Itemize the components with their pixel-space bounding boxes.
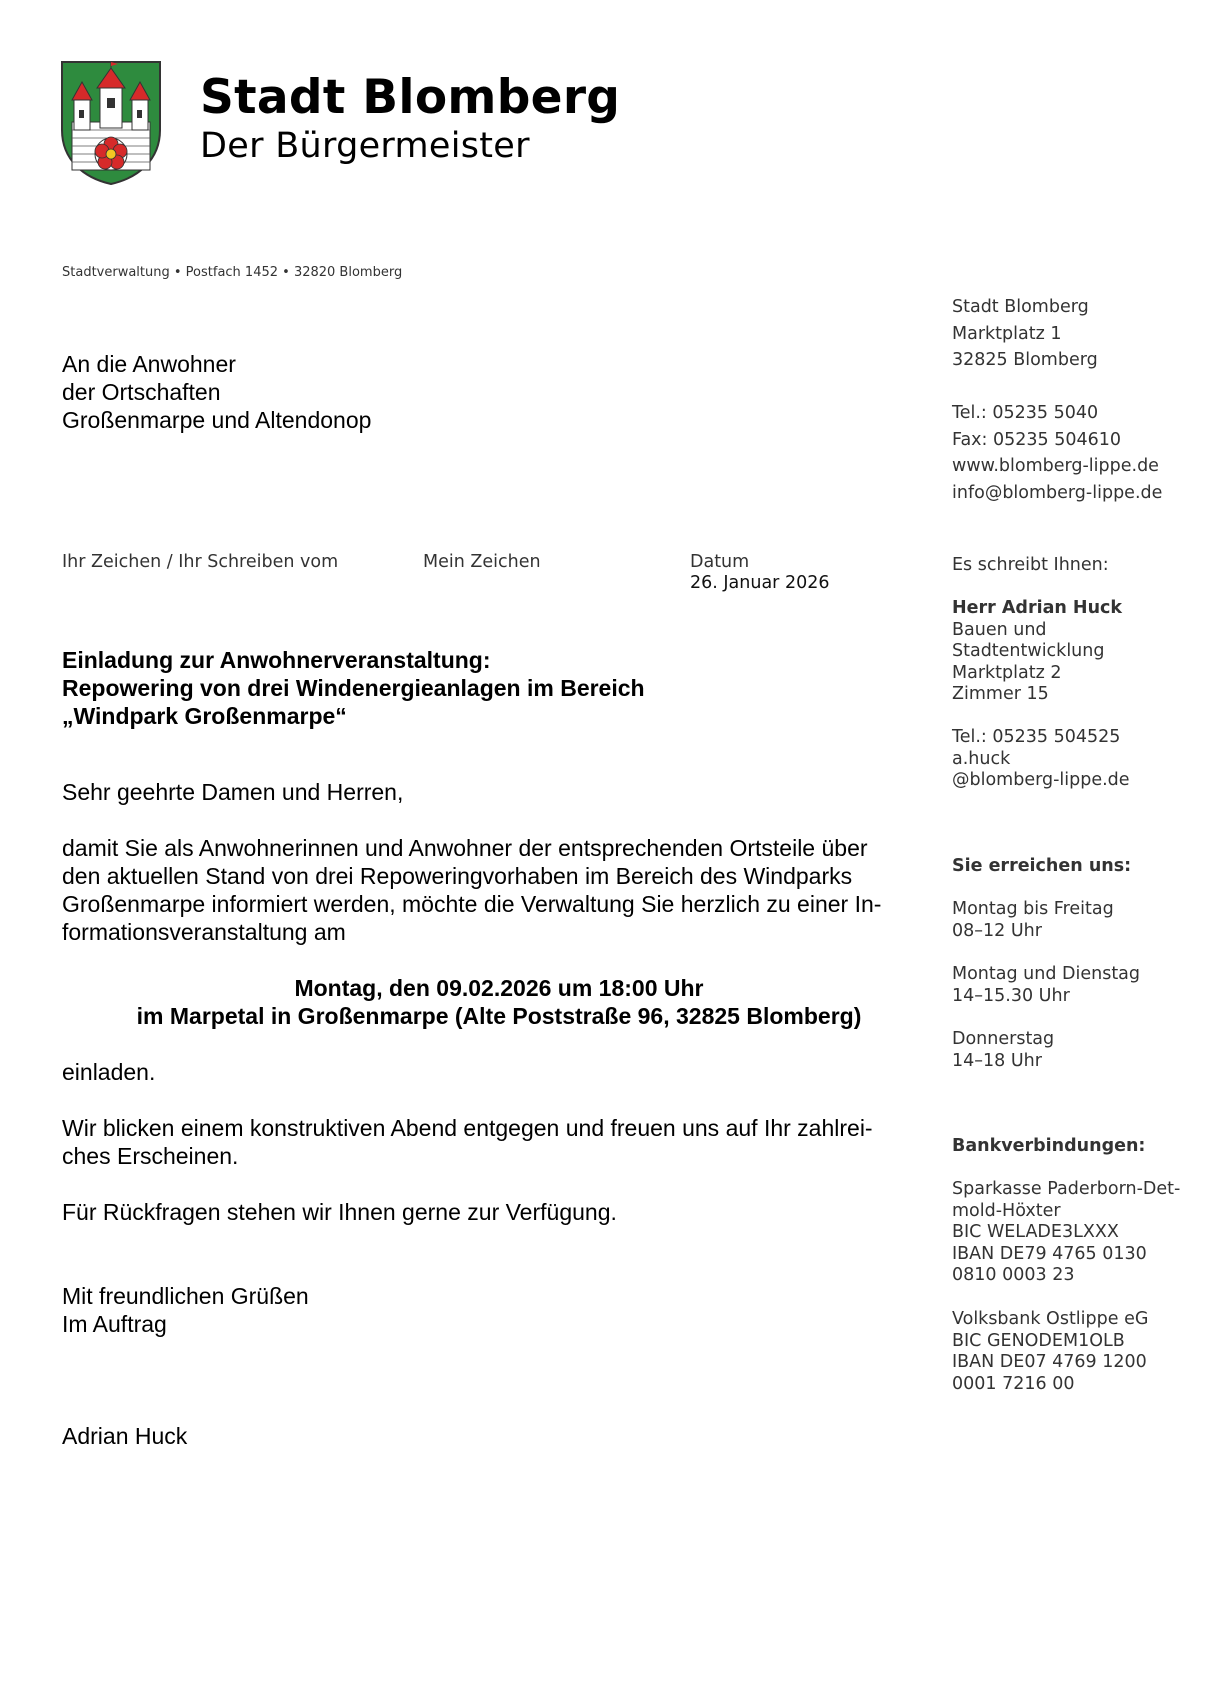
writer-label: Es schreibt Ihnen: — [952, 555, 1109, 575]
closing — [62, 1282, 932, 1338]
event-date-time: Montag, den 09.02.2026 um 18:00 Uhr — [294, 975, 704, 1001]
writer-name: Herr Adrian Huck — [952, 598, 1123, 618]
writer-phone: Tel.: 05235 504525 — [952, 727, 1121, 747]
ref-my-sign-label: Mein Zeichen — [423, 552, 541, 572]
body-paragraph: Für Rückfragen stehen wir Ihnen gerne zur Verfügung. — [62, 1199, 617, 1225]
letter-date: 26. Januar 2026 — [690, 573, 830, 593]
sender-phone: Tel.: 05235 5040 — [952, 403, 1099, 423]
bank-line: BIC GENODEM1OLB — [952, 1330, 1125, 1351]
writer-details — [952, 598, 1122, 706]
opening-days: Donnerstag — [952, 1029, 1055, 1049]
organization-subtitle: Der Bürgermeister — [200, 126, 530, 166]
organization-name: Stadt Blomberg — [200, 70, 621, 125]
writer-email-link[interactable]: @blomberg-lippe.de — [952, 770, 1130, 790]
bank-line: IBAN DE07 4769 1200 — [952, 1352, 1147, 1372]
body-line: den aktuellen Stand von drei Repoweringvorhaben im Bereich des Windparks — [62, 863, 853, 889]
body-line: Großenmarpe informiert werden, möchte die Verwaltung Sie herzlich zu einer In- — [62, 891, 882, 917]
opening-time: 08–12 Uhr — [952, 920, 1042, 941]
recipient-line: Großenmarpe und Altendonop — [62, 407, 372, 433]
sender-email-link[interactable]: info@blomberg-lippe.de — [952, 482, 1163, 503]
body-line: damit Sie als Anwohnerinnen und Anwohner der entsprechenden Ortsteile über — [62, 835, 868, 861]
ref-your-sign-label: Ihr Zeichen / Ihr Schreiben vom — [62, 552, 339, 572]
sender-address-line: Stadt Blomberg — [952, 297, 1089, 317]
recipient-line: An die Anwohner — [62, 351, 236, 377]
bank-line: BIC WELADE3LXXX — [952, 1222, 1119, 1242]
body-line: ches Erscheinen. — [62, 1143, 239, 1169]
subject-line: Einladung zur Anwohnerveranstaltung: — [62, 647, 491, 673]
bank-line: 0001 7216 00 — [952, 1373, 1075, 1394]
opening-hours-entry — [952, 964, 1140, 1007]
return-address: Stadtverwaltung • Postfach 1452 • 32820 Blomberg — [62, 265, 403, 280]
writer-line: Zimmer 15 — [952, 684, 1049, 704]
bank-details-heading: Bankverbindungen: — [952, 1136, 1146, 1156]
body-paragraph — [62, 834, 932, 946]
ref-date-label: Datum — [690, 552, 750, 572]
recipient-address — [62, 350, 371, 434]
writer-line: Bauen und — [952, 619, 1047, 640]
bank-line: IBAN DE79 4765 0130 — [952, 1243, 1147, 1264]
closing-line: Mit freundlichen Grüßen — [62, 1283, 309, 1309]
writer-contact — [952, 727, 1130, 792]
signature-name: Adrian Huck — [62, 1423, 188, 1449]
opening-hours-entry — [952, 1029, 1054, 1072]
sender-website-link[interactable]: www.blomberg-lippe.de — [952, 456, 1159, 476]
sender-fax: Fax: 05235 504610 — [952, 429, 1122, 450]
bank-line: Volksbank Ostlippe eG — [952, 1309, 1149, 1329]
body-line: Wir blicken einem konstruktiven Abend entgegen und freuen uns auf Ihr zahlrei- — [62, 1115, 873, 1141]
bank-line: Sparkasse Paderborn-Det- — [952, 1179, 1181, 1199]
opening-time: 14–18 Uhr — [952, 1050, 1042, 1071]
opening-hours-entry — [952, 899, 1114, 942]
sender-address — [952, 294, 1098, 374]
writer-line: Marktplatz 2 — [952, 662, 1062, 683]
event-location: im Marpetal in Großenmarpe (Alte Poststraße 96, 32825 Blomberg) — [136, 1003, 862, 1029]
city-coat-of-arms-icon — [60, 60, 162, 186]
sender-contact-details — [952, 400, 1162, 506]
bank-line: 0810 0003 23 — [952, 1265, 1075, 1285]
bank-account — [952, 1309, 1148, 1395]
writer-email-link[interactable]: a.huck — [952, 748, 1011, 769]
recipient-line: der Ortschaften — [62, 379, 221, 405]
bank-line: mold-Höxter — [952, 1200, 1061, 1221]
sender-address-line: Marktplatz 1 — [952, 323, 1062, 344]
body-text: einladen. — [62, 1059, 156, 1085]
salutation: Sehr geehrte Damen und Herren, — [62, 779, 404, 805]
letter-subject — [62, 646, 645, 730]
event-details — [62, 974, 936, 1030]
opening-days: Montag und Dienstag — [952, 964, 1141, 984]
bank-account — [952, 1179, 1180, 1287]
opening-days: Montag bis Freitag — [952, 899, 1114, 919]
opening-time: 14–15.30 Uhr — [952, 985, 1070, 1006]
body-line: formationsveranstaltung am — [62, 919, 346, 945]
writer-line: Stadtentwicklung — [952, 641, 1105, 661]
body-paragraph — [62, 1114, 932, 1170]
closing-line: Im Auftrag — [62, 1311, 167, 1337]
sender-address-line: 32825 Blomberg — [952, 350, 1098, 370]
opening-hours-heading: Sie erreichen uns: — [952, 856, 1132, 876]
subject-line: „Windpark Großenmarpe“ — [62, 703, 347, 729]
subject-line: Repowering von drei Windenergieanlagen im Bereich — [62, 675, 645, 701]
